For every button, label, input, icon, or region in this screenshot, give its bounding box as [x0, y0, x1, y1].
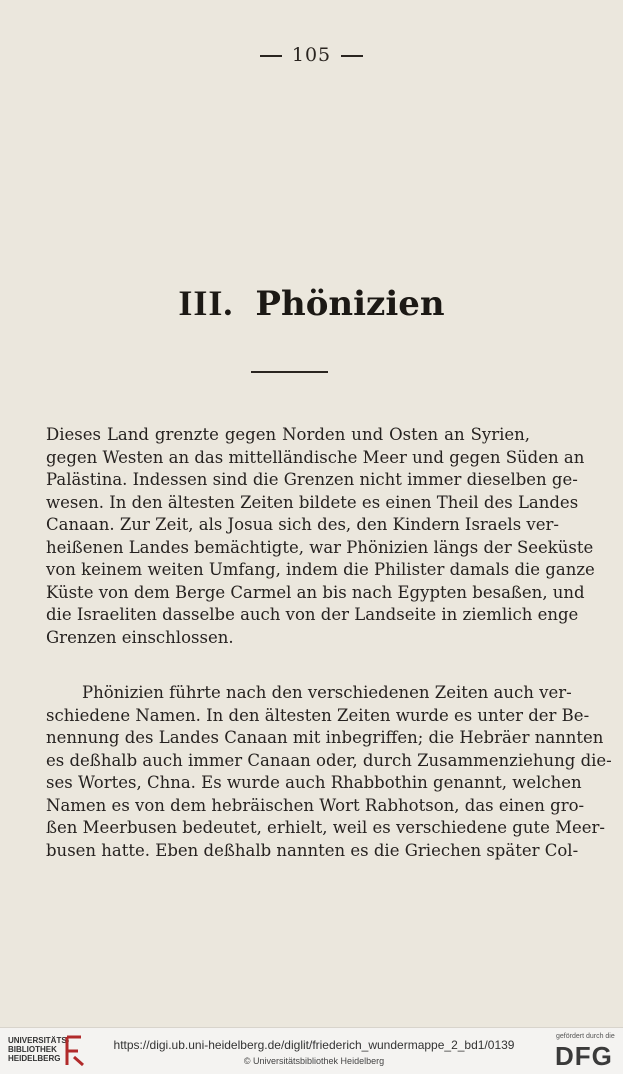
text-line: es deßhalb auch immer Canaan oder, durch Zusammenziehung die- — [46, 750, 612, 770]
text-line: heißenen Landes bemächtigte, war Phönizien längs der Seeküste — [46, 537, 594, 557]
library-logo-line: HEIDELBERG — [8, 1054, 61, 1063]
text-line: Dieses Land grenzte gegen Norden und Osten an Syrien, — [46, 425, 530, 444]
text-line: Namen es von dem hebräischen Wort Rabhotson, das einen gro- — [46, 795, 585, 815]
chapter-title: Phönizien — [255, 284, 445, 324]
text-line: ßen Meerbusen bedeutet, erhielt, weil es verschiedene gute Meer- — [46, 818, 605, 837]
library-logo-icon — [64, 1035, 86, 1067]
chapter-heading — [0, 282, 623, 324]
copyright-text: © Universitätsbibliothek Heidelberg — [243, 1056, 385, 1066]
heading-rule — [251, 371, 328, 373]
source-url-link[interactable]: https://digi.ub.uni-heidelberg.de/diglit/friederich_wundermappe_2_bd1/0139 — [113, 1038, 515, 1052]
text-line: schiedene Namen. In den ältesten Zeiten wurde es unter der Be- — [46, 705, 590, 725]
dash-right — [341, 55, 363, 57]
text-line: Canaan. Zur Zeit, als Josua sich des, den Kindern Israels ver- — [46, 515, 559, 534]
text-line: die Israeliten dasselbe auch von der Landseite in ziemlich enge — [46, 605, 579, 624]
paragraph-1 — [46, 424, 595, 649]
text-line: nennung des Landes Canaan mit inbegriffen; die Hebräer nannten — [46, 728, 604, 747]
library-logo-line: BIBLIOTHEK — [8, 1045, 57, 1054]
text-line: Palästina. Indessen sind die Grenzen nicht immer dieselben ge- — [46, 470, 578, 489]
text-line: busen hatte. Eben deßhalb nannten es die Griechen später Col- — [46, 840, 579, 860]
text-line: von keinem weiten Umfang, indem die Philister damals die ganze — [46, 560, 595, 579]
page-number: 105 — [291, 44, 332, 66]
text-line: Grenzen einschlossen. — [46, 627, 234, 647]
library-logo-line: UNIVERSITÄTS- — [8, 1036, 70, 1045]
library-logo-text — [8, 1036, 69, 1063]
text-line: wesen. In den ältesten Zeiten bildete es einen Theil des Landes — [46, 492, 579, 512]
paragraph-2 — [46, 682, 612, 862]
chapter-numeral: III. — [178, 283, 234, 323]
page-number-header — [0, 44, 623, 66]
dfg-logo: DFG — [555, 1041, 613, 1071]
dash-left — [260, 55, 282, 57]
viewer-footer — [0, 1027, 623, 1074]
text-line: gegen Westen an das mittelländische Meer und gegen Süden an — [46, 447, 585, 467]
text-line: ses Wortes, Chna. Es wurde auch Rhabbothin genannt, welchen — [46, 773, 582, 792]
text-line: Phönizien führte nach den verschiedenen Zeiten auch ver- — [82, 683, 572, 702]
text-line: Küste von dem Berge Carmel an bis nach Egypten besaßen, und — [46, 582, 585, 602]
sponsor-label: gefördert durch die — [556, 1033, 615, 1040]
